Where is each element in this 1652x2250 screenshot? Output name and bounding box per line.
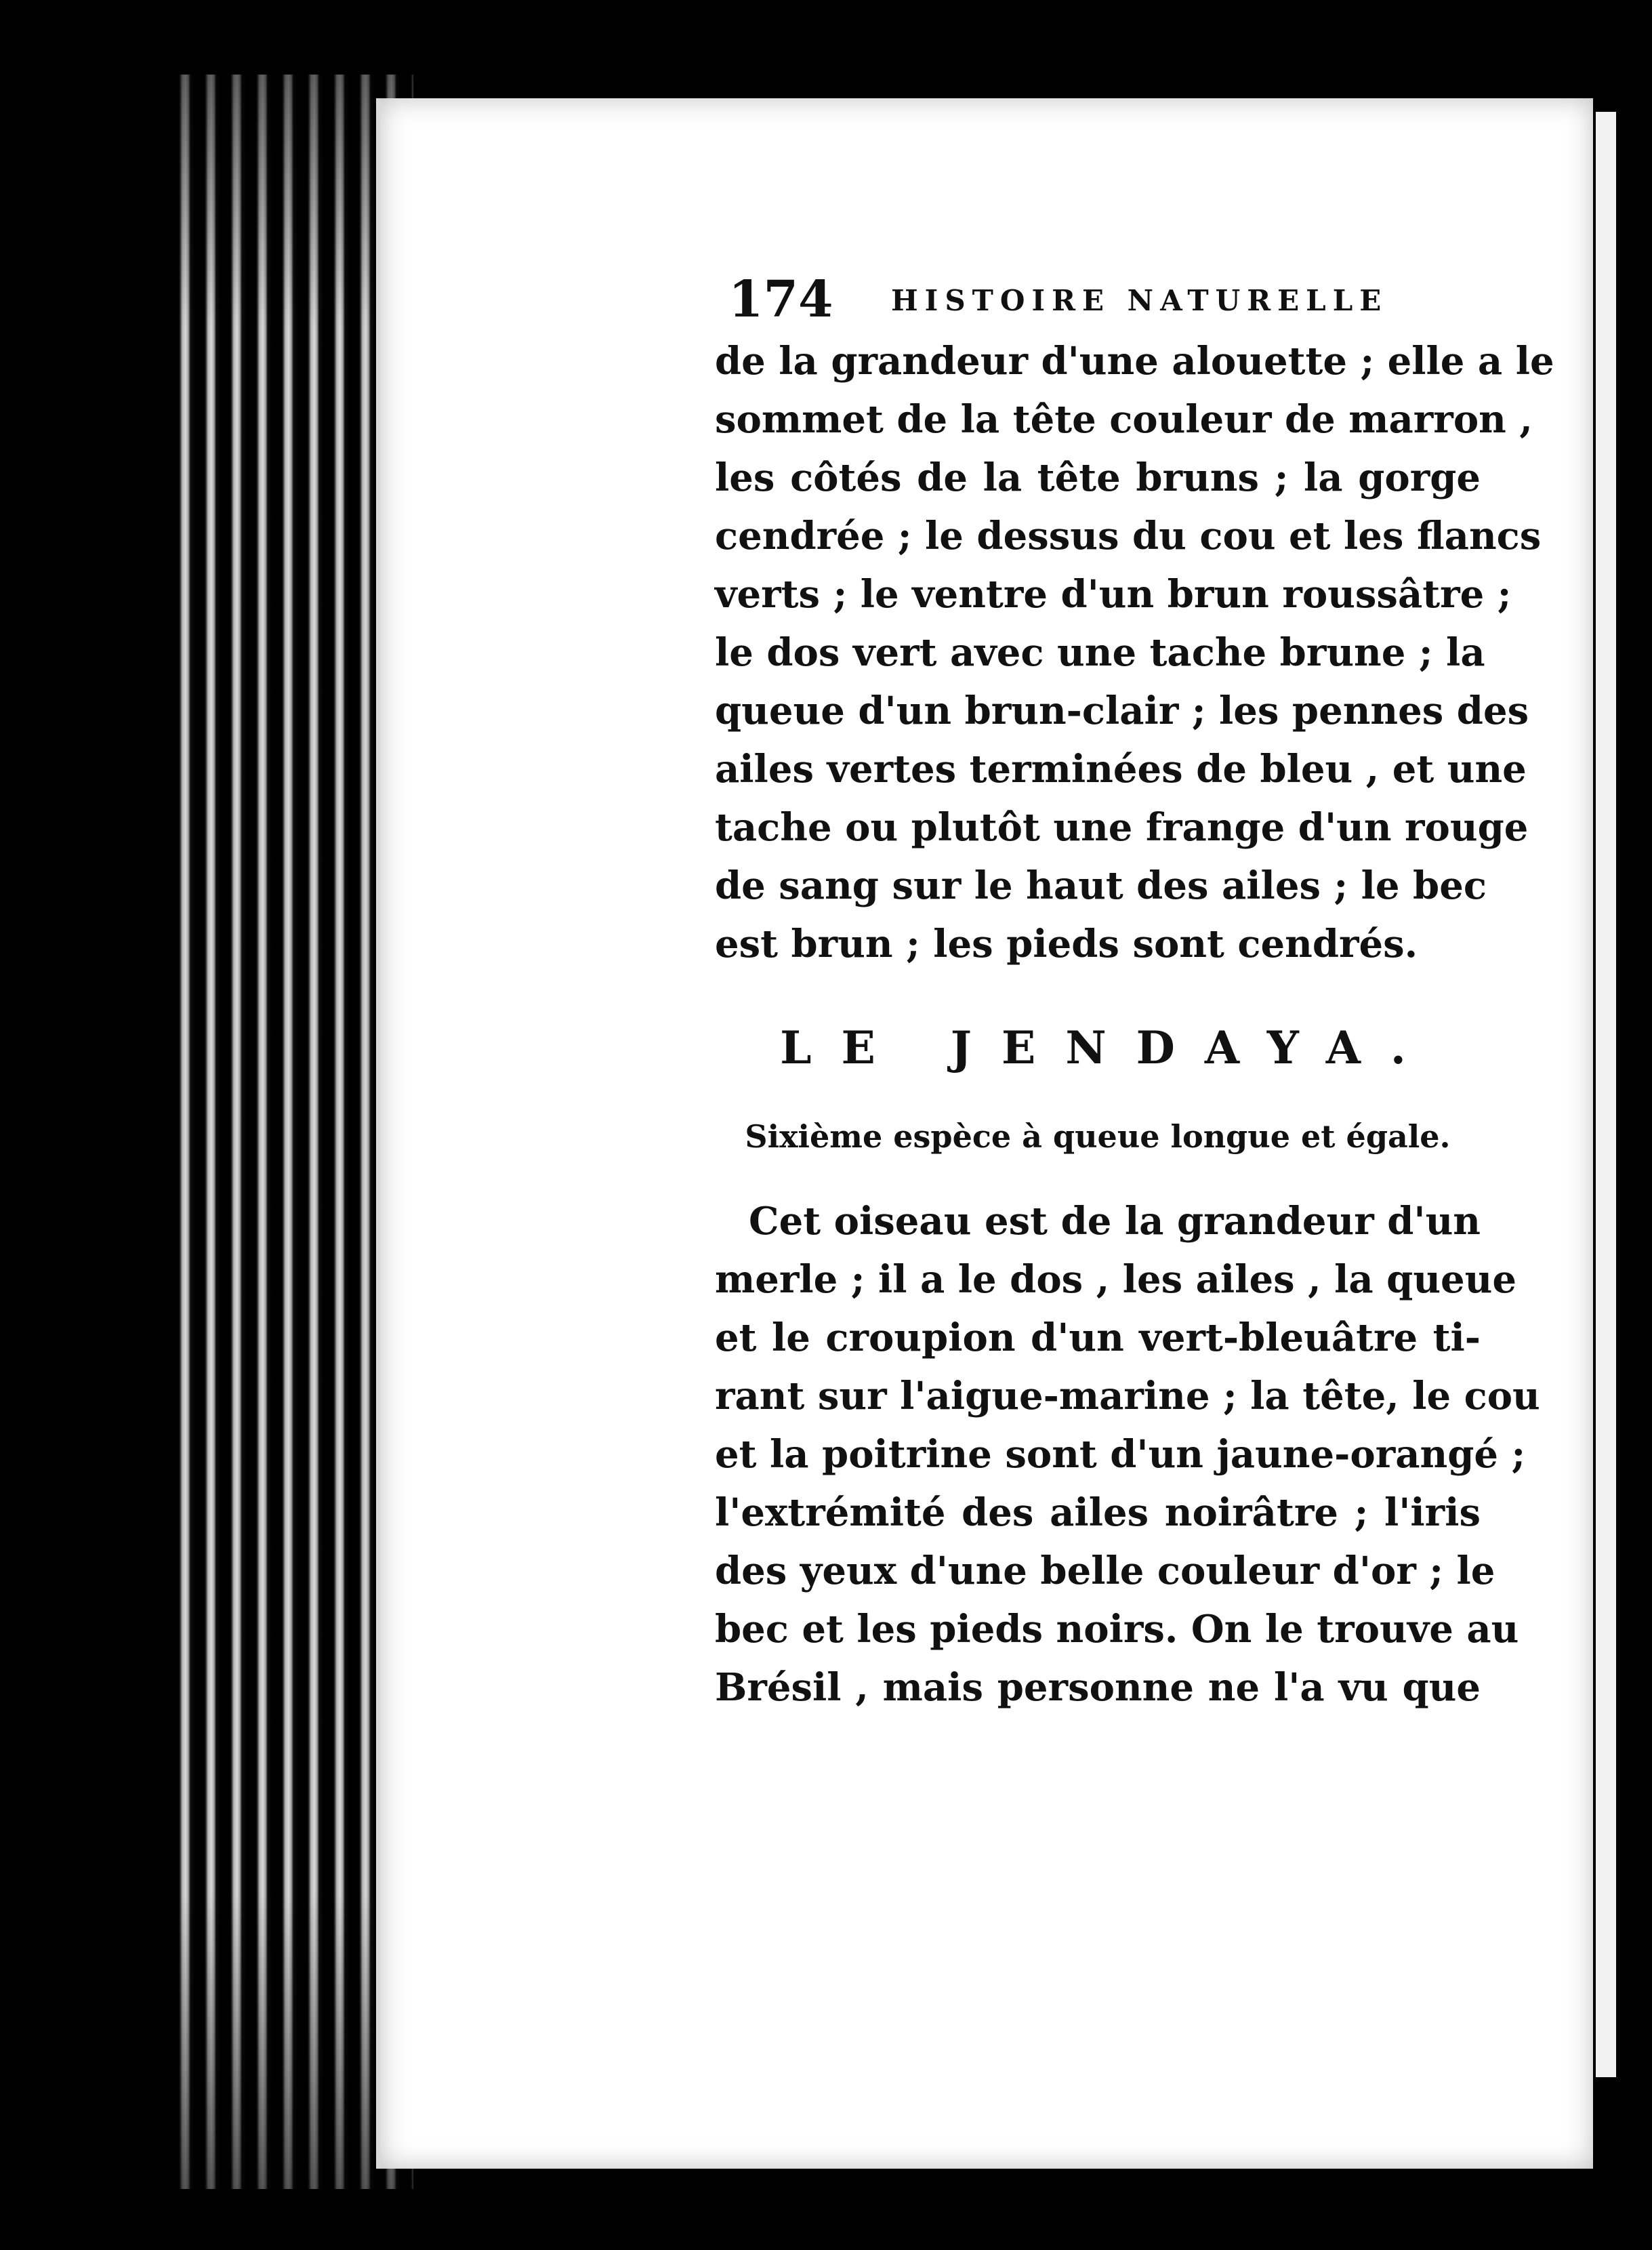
- running-head: [715, 268, 1481, 332]
- text-line: verts ; le ventre d'un brun roussâtre ;: [715, 572, 1512, 617]
- section-subheading: Sixième espèce à queue longue et égale.: [745, 1118, 1451, 1155]
- text-line: l'extrémité des ailes noirâtre ; l'iris: [715, 1490, 1481, 1535]
- page-text-block: [715, 268, 1554, 1717]
- facing-page-edge: [1596, 112, 1616, 2077]
- text-line: les côtés de la tête bruns ; la gorge: [715, 455, 1481, 500]
- text-line: le dos vert avec une tache brune ; la: [715, 630, 1485, 675]
- text-line: Brésil , mais personne ne l'a vu que: [715, 1665, 1481, 1710]
- paragraph: [715, 1192, 1540, 1717]
- text-line: tache ou plutôt une frange d'un rouge: [715, 805, 1529, 850]
- section-heading: LE JENDAYA.: [780, 1021, 1436, 1074]
- running-title: HISTOIRE NATURELLE: [891, 284, 1388, 317]
- text-line: sommet de la tête couleur de marron ,: [715, 397, 1533, 442]
- text-line: des yeux d'une belle couleur d'or ; le: [715, 1549, 1495, 1593]
- text-line: et le croupion d'un vert-bleuâtre ti-: [715, 1315, 1481, 1360]
- paragraph-continued: [715, 332, 1554, 973]
- text-line: de la grandeur d'une alouette ; elle a le: [715, 339, 1554, 384]
- page-number: 174: [728, 270, 833, 329]
- text-line: de sang sur le haut des ailes ; le bec: [715, 863, 1487, 908]
- text-line: et la poitrine sont d'un jaune-orangé ;: [715, 1432, 1526, 1477]
- text-line: Cet oiseau est de la grandeur d'un: [749, 1199, 1481, 1244]
- text-line: bec et les pieds noirs. On le trouve au: [715, 1607, 1519, 1652]
- text-line: cendrée ; le dessus du cou et les flancs: [715, 514, 1542, 558]
- text-line: ailes vertes terminées de bleu , et une: [715, 747, 1527, 792]
- text-line: rant sur l'aigue-marine ; la tête, le cou: [715, 1374, 1540, 1418]
- text-line: merle ; il a le dos , les ailes , la queue: [715, 1257, 1516, 1302]
- text-line: queue d'un brun-clair ; les pennes des: [715, 689, 1529, 733]
- text-line: est brun ; les pieds sont cendrés.: [715, 922, 1418, 966]
